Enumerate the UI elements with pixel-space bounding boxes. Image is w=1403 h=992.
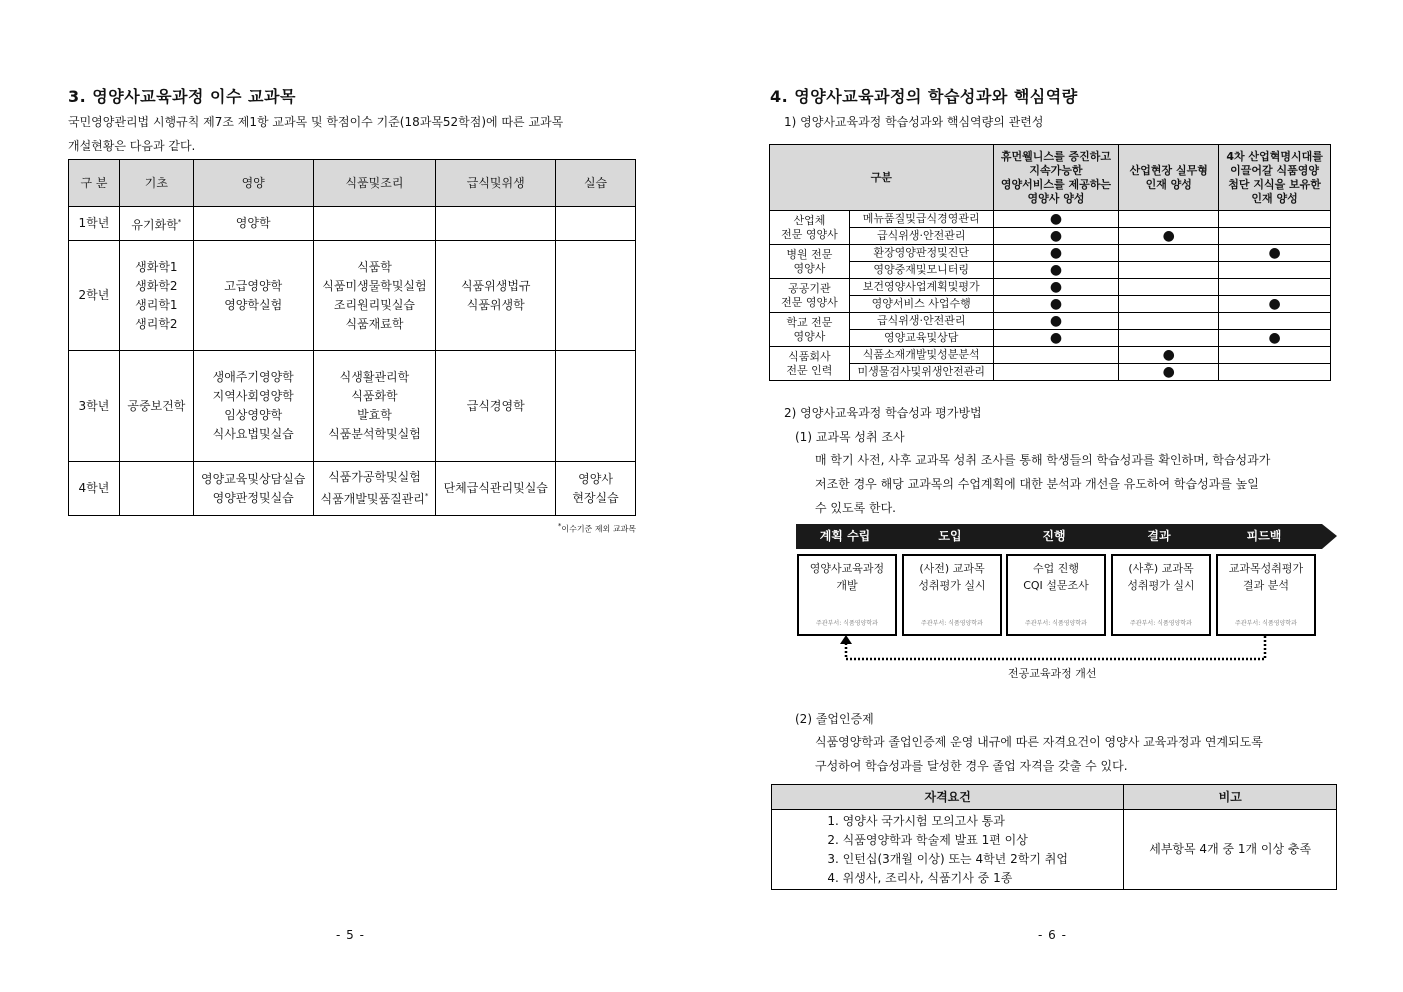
filled-circle-icon: ● xyxy=(1162,346,1175,363)
section-title-3: 3. 영양사교육과정 이수 교과목 xyxy=(68,87,296,106)
mark-cell xyxy=(993,262,1119,279)
table-row xyxy=(770,262,1331,279)
course-cell xyxy=(556,351,636,462)
mark-cell xyxy=(993,313,1119,330)
filled-circle-icon: ● xyxy=(1049,227,1063,244)
table-row xyxy=(770,245,1331,262)
box-line: 성취평가 실시 xyxy=(918,579,986,592)
course-cell xyxy=(119,462,193,516)
page-number-right: - 6 - xyxy=(1038,928,1067,942)
header-line: 지속가능한 xyxy=(1029,163,1083,177)
mark-cell xyxy=(1119,211,1219,228)
process-box xyxy=(902,554,1002,636)
course-cell xyxy=(193,462,313,516)
table-row xyxy=(770,279,1331,296)
header-cell: 비고 xyxy=(1124,785,1337,810)
course-name: 임상영양학 xyxy=(224,408,283,422)
course-name xyxy=(314,487,436,509)
graduation-paragraph xyxy=(815,730,1337,778)
loop-arrowhead-icon xyxy=(840,635,852,644)
course-name: 고급영양학 xyxy=(224,278,283,293)
header-cell: 급식및위생 xyxy=(436,160,556,207)
requirement-item: 3. 인턴십(3개월 이상) 또는 4학년 2학기 취업 xyxy=(827,851,1068,866)
course-cell xyxy=(313,207,436,241)
header-cell: 구 분 xyxy=(69,160,120,207)
mark-cell xyxy=(1219,279,1331,296)
box-line: 교과목성취평가 xyxy=(1228,562,1304,575)
competency-item: 보건영양사업계획및평가 xyxy=(849,279,993,296)
course-cell xyxy=(193,351,313,462)
course-name: 식사요법및실습 xyxy=(212,427,294,441)
header-line: 영양사 양성 xyxy=(1027,191,1085,205)
table-footnote xyxy=(536,522,636,535)
subsection-title-2: 2) 영양사교육과정 학습성과 평가방법 xyxy=(784,406,982,420)
header-line: 인재 양성 xyxy=(1145,177,1192,191)
table-row xyxy=(770,330,1331,347)
filled-circle-icon: ● xyxy=(1049,261,1063,278)
course-cell xyxy=(193,207,313,241)
mark-cell xyxy=(1219,296,1331,313)
box-line: 개발 xyxy=(836,579,858,592)
course-name: 식품가공학및실험 xyxy=(328,470,421,484)
course-name: 식생활관리학 xyxy=(339,370,410,384)
course-cell xyxy=(436,207,556,241)
header-line: 영양서비스를 제공하는 xyxy=(1000,177,1112,191)
intro-line: 국민영양관리법 시행규칙 제7조 제1항 교과목 및 학점이수 기준(18과목52학점)에 따른 교과목 xyxy=(68,115,564,129)
header-cell: 실습 xyxy=(556,160,636,207)
requirements-cell xyxy=(772,810,1124,890)
course-cell xyxy=(436,241,556,351)
course-name: 현장실습 xyxy=(572,490,619,505)
group-name-line: 전문 영양사 xyxy=(781,295,838,309)
paragraph-line: 수 있도록 한다. xyxy=(815,501,896,515)
group-cell xyxy=(770,211,850,245)
competency-item: 영양서비스 사업수행 xyxy=(849,296,993,313)
course-name: 영양판정및실습 xyxy=(212,490,294,505)
box-line: CQI 설문조사 xyxy=(1023,579,1089,592)
course-name: 발효학 xyxy=(357,408,392,422)
subsection-title-2-1: (1) 교과목 성취 조사 xyxy=(795,430,905,444)
box-line: 수업 진행 xyxy=(1032,562,1079,575)
mark-cell xyxy=(993,245,1119,262)
competency-item: 급식위생·안전관리 xyxy=(849,228,993,245)
mark-cell xyxy=(1119,296,1219,313)
requirement-item: 2. 식품영양학과 학술제 발표 1편 이상 xyxy=(827,832,1028,847)
group-name-line: 영양사 xyxy=(793,261,826,275)
mark-cell xyxy=(1219,211,1331,228)
course-name: 식품학 xyxy=(357,259,392,274)
section-title-4: 4. 영양사교육과정의 학습성과와 핵심역량 xyxy=(770,87,1078,106)
filled-circle-icon: ● xyxy=(1049,295,1063,312)
intro-paragraph xyxy=(68,110,635,158)
graduation-table xyxy=(771,784,1337,890)
stage-label: 피드백 xyxy=(1246,529,1282,543)
mark-cell xyxy=(1119,347,1219,364)
group-name-line: 병원 전문 xyxy=(786,247,833,261)
filled-circle-icon: ● xyxy=(1162,227,1175,244)
course-name: 식품위생법규 xyxy=(460,278,531,293)
course-name: 생리학1 xyxy=(135,297,178,312)
mark-cell xyxy=(1119,262,1219,279)
course-name: 식품위생학 xyxy=(466,297,525,312)
course-cell xyxy=(119,241,193,351)
requirement-item: 1. 영양사 국가시험 모의고사 통과 xyxy=(827,813,1005,828)
box-line: (사후) 교과목 xyxy=(1128,562,1194,575)
mark-cell xyxy=(1219,364,1331,381)
group-name-line: 영양사 xyxy=(793,329,826,343)
course-name: 생리학2 xyxy=(135,316,178,331)
mark-cell xyxy=(1219,313,1331,330)
course-cell xyxy=(313,462,436,516)
mark-cell xyxy=(1219,330,1331,347)
box-dept: 주관부서: 식품영양학과 xyxy=(816,620,878,627)
requirements-list xyxy=(827,812,1068,888)
mark-cell xyxy=(993,296,1119,313)
header-line: 4차 산업혁명시대를 xyxy=(1226,149,1323,163)
box-line: 영양사교육과정 xyxy=(809,562,885,575)
loop-dotted-path xyxy=(846,636,1265,659)
filled-circle-icon: ● xyxy=(1049,329,1063,346)
mark-cell xyxy=(993,211,1119,228)
mark-cell xyxy=(1119,228,1219,245)
header-cell xyxy=(1219,145,1331,211)
competency-item: 영양중재및모니터링 xyxy=(849,262,993,279)
filled-circle-icon: ● xyxy=(1049,278,1063,295)
course-cell xyxy=(119,351,193,462)
course-cell xyxy=(313,351,436,462)
mark-cell xyxy=(1119,313,1219,330)
course-name: 영양교육및상담실습 xyxy=(201,471,306,486)
mark-cell xyxy=(993,228,1119,245)
header-cell: 구분 xyxy=(770,145,994,211)
course-cell xyxy=(313,241,436,351)
box-dept: 주관부서: 식품영양학과 xyxy=(1235,620,1297,627)
course-name: 식품재료학 xyxy=(345,316,404,331)
course-name: 영양학 xyxy=(235,216,271,230)
header-line: 산업현장 실무형 xyxy=(1129,163,1208,177)
header-cell: 기초 xyxy=(119,160,193,207)
competency-table xyxy=(769,144,1331,381)
box-dept: 주관부서: 식품영양학과 xyxy=(1130,620,1192,627)
course-name: 급식경영학 xyxy=(466,398,525,413)
filled-circle-icon: ● xyxy=(1162,363,1175,380)
header-cell: 영양 xyxy=(193,160,313,207)
header-line: 휴먼웰니스를 증진하고 xyxy=(1000,149,1112,163)
intro-line: 개설현황은 다음과 같다. xyxy=(68,139,196,153)
header-cell xyxy=(1119,145,1219,211)
box-line: 성취평가 실시 xyxy=(1127,579,1195,592)
footnote-text: 이수기준 제외 교과목 xyxy=(561,524,636,534)
competency-item: 메뉴품질및급식경영관리 xyxy=(849,211,993,228)
group-name-line: 식품회사 xyxy=(788,349,831,363)
course-cell xyxy=(436,462,556,516)
subsection-title-2-2: (2) 졸업인증제 xyxy=(795,712,874,726)
group-name-line: 공공기관 xyxy=(788,281,831,295)
filled-circle-icon: ● xyxy=(1268,244,1281,261)
table-row xyxy=(770,211,1331,228)
group-name-line: 산업체 xyxy=(793,213,826,227)
grade-cell: 1학년 xyxy=(69,207,120,241)
table-row xyxy=(770,347,1331,364)
box-line: 결과 분석 xyxy=(1242,579,1289,592)
header-cell: 자격요건 xyxy=(772,785,1124,810)
course-name: 단체급식관리및실습 xyxy=(443,481,548,495)
course-cell xyxy=(119,207,193,241)
group-cell xyxy=(770,245,850,279)
mark-cell xyxy=(993,279,1119,296)
group-name-line: 전문 인력 xyxy=(786,363,833,377)
box-line: (사전) 교과목 xyxy=(919,562,985,575)
course-cell xyxy=(556,207,636,241)
header-line: 이끌어갈 식품영양 xyxy=(1230,163,1319,177)
header-cell xyxy=(993,145,1119,211)
course-name: 식품분석학및실험 xyxy=(328,427,421,441)
process-box xyxy=(797,554,897,636)
mark-cell xyxy=(1119,245,1219,262)
header-line: 첨단 지식을 보유한 xyxy=(1228,177,1321,191)
stage-label: 계획 수립 xyxy=(819,529,871,543)
mark-cell xyxy=(993,330,1119,347)
course-name: 영양사 xyxy=(578,471,613,486)
filled-circle-icon: ● xyxy=(1268,329,1281,346)
group-name-line: 학교 전문 xyxy=(786,315,833,329)
course-table xyxy=(68,159,636,516)
mark-cell xyxy=(1219,228,1331,245)
competency-item: 급식위생·안전관리 xyxy=(849,313,993,330)
course-name: 유기화학 xyxy=(131,217,178,232)
filled-circle-icon: ● xyxy=(1049,312,1063,329)
asterisk-mark: * xyxy=(557,522,562,530)
feedback-loop-line xyxy=(836,634,1276,666)
requirement-item: 4. 위생사, 조리사, 식품기사 중 1종 xyxy=(827,870,1013,885)
grade-cell: 2학년 xyxy=(69,241,120,351)
course-cell xyxy=(193,241,313,351)
filled-circle-icon: ● xyxy=(1268,295,1281,312)
table-row xyxy=(770,364,1331,381)
page-number-left: - 5 - xyxy=(336,928,365,942)
table-row xyxy=(69,462,636,516)
mark-cell xyxy=(993,347,1119,364)
mark-cell xyxy=(993,364,1119,381)
table-row xyxy=(69,241,636,351)
mark-cell xyxy=(1119,364,1219,381)
filled-circle-icon: ● xyxy=(1049,244,1063,261)
table-row xyxy=(69,207,636,241)
paragraph-line: 구성하여 학습성과를 달성한 경우 졸업 자격을 갖출 수 있다. xyxy=(815,759,1128,773)
course-name: 지역사회영양학 xyxy=(212,389,294,403)
group-cell xyxy=(770,347,850,381)
group-cell xyxy=(770,313,850,347)
mark-cell xyxy=(1219,347,1331,364)
competency-item: 영양교육및상담 xyxy=(849,330,993,347)
mark-cell xyxy=(1119,279,1219,296)
stage-label: 결과 xyxy=(1147,529,1171,543)
header-line: 인재 양성 xyxy=(1251,191,1298,205)
process-box xyxy=(1006,554,1106,636)
course-name: 조리원리및실습 xyxy=(333,297,416,312)
course-name: 식품화학 xyxy=(351,389,398,403)
table-row xyxy=(69,351,636,462)
course-name: 공중보건학 xyxy=(127,398,186,413)
paragraph-line: 저조한 경우 해당 교과목의 수업계획에 대한 분석과 개선을 유도하여 학습성과를 높일 xyxy=(815,477,1259,491)
paragraph-line: 매 학기 사전, 사후 교과목 성취 조사를 통해 학생들의 학습성과를 확인하며, 학습성과가 xyxy=(815,453,1271,467)
mark-cell xyxy=(1219,262,1331,279)
mark-cell xyxy=(1219,245,1331,262)
table-row xyxy=(770,313,1331,330)
process-box xyxy=(1111,554,1211,636)
course-name: 영양학실험 xyxy=(224,297,283,312)
course-name: 생화학1 xyxy=(135,259,178,274)
course-name-text: 식품개발및품질관리 xyxy=(320,492,425,506)
course-name: 생애주기영양학 xyxy=(212,370,294,384)
competency-item: 식품소재개발및성분분석 xyxy=(849,347,993,364)
group-name-line: 전문 영양사 xyxy=(781,227,838,241)
group-cell xyxy=(770,279,850,313)
course-cell xyxy=(436,351,556,462)
competency-item: 미생물검사및위생안전관리 xyxy=(849,364,993,381)
course-name: 식품미생물학및실험 xyxy=(322,278,427,293)
competency-item: 환장영양판정및진단 xyxy=(849,245,993,262)
stage-label: 진행 xyxy=(1042,529,1066,543)
header-cell: 식품및조리 xyxy=(313,160,436,207)
paragraph-line: 식품영양학과 졸업인증제 운영 내규에 따른 자격요건이 영양사 교육과정과 연계되도록 xyxy=(815,735,1263,749)
stage-label: 도입 xyxy=(938,529,962,543)
assessment-paragraph xyxy=(815,448,1337,520)
course-cell xyxy=(556,241,636,351)
subsection-title-1: 1) 영양사교육과정 학습성과와 핵심역량의 관련성 xyxy=(784,115,1044,129)
note-cell: 세부항목 4개 중 1개 이상 충족 xyxy=(1124,810,1337,890)
course-cell xyxy=(556,462,636,516)
box-dept: 주관부서: 식품영양학과 xyxy=(921,620,983,627)
loop-label: 전공교육과정 개선 xyxy=(1008,667,1097,680)
asterisk-mark: * xyxy=(177,217,182,226)
table-row xyxy=(770,228,1331,245)
table-row xyxy=(770,296,1331,313)
grade-cell: 3학년 xyxy=(69,351,120,462)
process-box xyxy=(1216,554,1316,636)
filled-circle-icon: ● xyxy=(1049,210,1063,227)
asterisk-mark: * xyxy=(424,492,429,500)
course-name: 생화학2 xyxy=(135,278,178,293)
grade-cell: 4학년 xyxy=(69,462,120,516)
mark-cell xyxy=(1119,330,1219,347)
box-dept: 주관부서: 식품영양학과 xyxy=(1025,620,1087,627)
